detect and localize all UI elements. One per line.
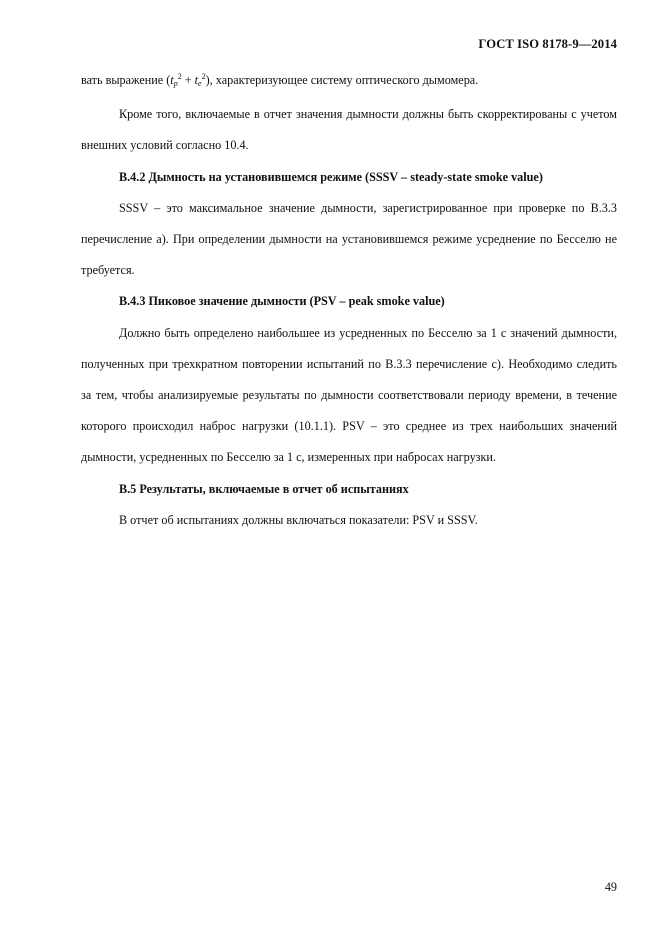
section-heading-sssv: В.4.2 Дымность на установившемся режиме (SSSV – steady-state smoke value) <box>119 169 543 184</box>
page-number: 49 <box>604 880 617 894</box>
formula-t2-sup: 2 <box>201 72 206 81</box>
formula-t1-sub: p <box>173 79 178 88</box>
formula-plus: + <box>181 73 195 87</box>
formula-t2-sub: e <box>198 79 202 88</box>
formula-t1: t <box>170 73 174 87</box>
formula-line <box>81 61 617 99</box>
section-heading-psv: В.4.3 Пиковое значение дымности (PSV – peak smoke value) <box>119 294 445 309</box>
paragraph-sssv: SSSV – это максимальное значение дымности, зарегистрированное при проверке по В.3.3 перечисление а). При определении дымности на установившемся режиме усреднение по Бесселю не требуется. <box>81 200 617 278</box>
paragraph-psv: Должно быть определено наибольшее из усредненных по Бесселю за 1 с значений дымности, полученных при трехкратном повторении испытаний по В.3.3 перечисление с). Необходимо следить за тем, чтобы анализируемые результаты по дымности соответствовали периоду времени, в течение которого происходил наброс нагрузки (10.1.1). PSV – это среднее из трех наибольших значений дымности, усредненных по Бесселю за 1 с, измеренных при набросах нагрузки. <box>81 325 617 465</box>
paragraph-results: В отчет об испытаниях должны включаться показатели: PSV и SSSV. <box>119 512 478 527</box>
formula-text-before: вать выражение ( <box>81 73 171 87</box>
formula-t1-sup: 2 <box>177 72 182 81</box>
section-heading-results: В.5 Результаты, включаемые в отчет об испытаниях <box>119 481 409 496</box>
paragraph-correction: Кроме того, включаемые в отчет значения дымности должны быть скорректированы с учетом внешних условий согласно 10.4. <box>81 107 617 153</box>
standard-header: ГОСТ ISO 8178-9—2014 <box>478 37 617 51</box>
formula-t2: t <box>194 73 199 87</box>
document-body <box>81 61 617 536</box>
formula-text-after: ), характеризующее систему оптического дымомера. <box>205 73 479 87</box>
